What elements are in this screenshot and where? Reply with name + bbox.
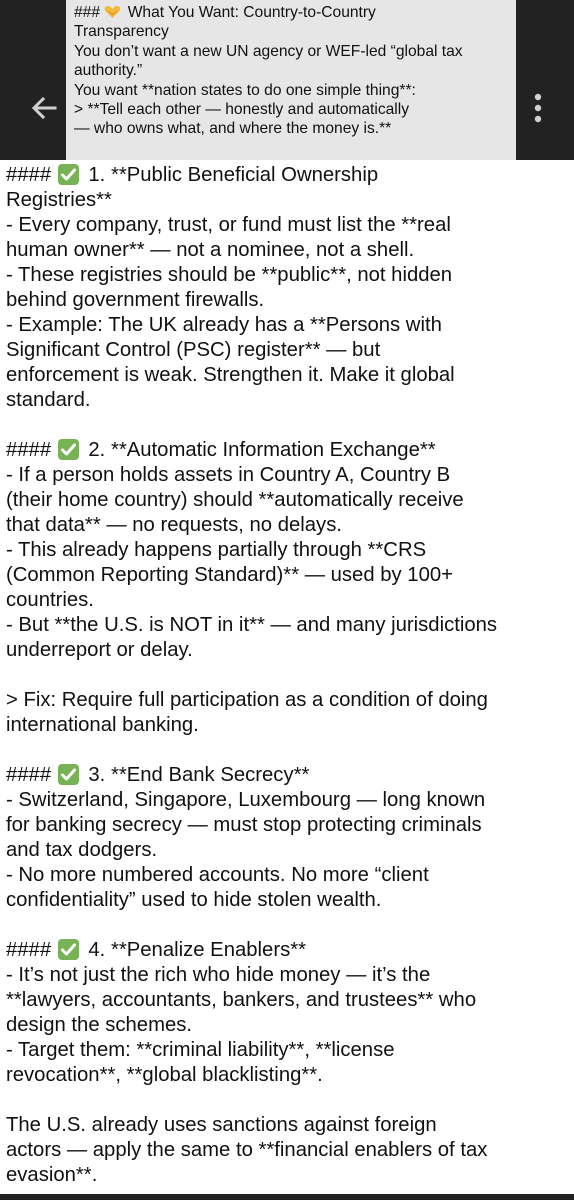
line-text: international banking. <box>6 714 199 736</box>
heading-prefix: #### <box>6 939 57 961</box>
text-line <box>6 213 564 238</box>
text-line <box>6 563 564 588</box>
text-line <box>6 463 564 488</box>
line-text: - Every company, trust, or fund must list the **real <box>6 214 451 236</box>
line-text: - Switzerland, Singapore, Luxembourg — long known <box>6 789 486 811</box>
blank-line <box>6 913 564 938</box>
back-arrow-icon <box>30 94 58 122</box>
preview-line <box>74 3 510 22</box>
text-line <box>6 1038 564 1063</box>
text-line <box>6 538 564 563</box>
message-preview <box>66 0 516 160</box>
line-text: - If a person holds assets in Country A, Country B <box>6 464 451 486</box>
heading-prefix: #### <box>6 164 57 186</box>
line-text: The U.S. already uses sanctions against foreign <box>6 1114 437 1136</box>
check-mark-icon <box>58 164 79 185</box>
line-text: - But **the U.S. is NOT in it** — and many jurisdictions <box>6 614 498 636</box>
handshake-heart-icon <box>104 5 121 19</box>
line-text: Significant Control (PSC) register** — but <box>6 339 381 361</box>
text-line <box>6 838 564 863</box>
line-text: for banking secrecy — must stop protecting criminals <box>6 814 482 836</box>
preview-line-text: — who owns what, and where the money is.** <box>74 120 392 138</box>
text-line <box>6 588 564 613</box>
heading-prefix: #### <box>6 764 57 786</box>
text-line <box>6 813 564 838</box>
line-text: 3. **End Bank Secrecy** <box>82 764 310 786</box>
bottom-bar <box>0 1194 574 1200</box>
preview-line-text: > **Tell each other — honestly and automatically <box>74 101 410 119</box>
preview-line <box>74 22 510 41</box>
text-line <box>6 613 564 638</box>
line-text: - These registries should be **public**, not hidden <box>6 264 453 286</box>
line-text: - Example: The UK already has a **Persons with <box>6 314 442 336</box>
line-text: **lawyers, accountants, bankers, and trustees** who <box>6 989 477 1011</box>
preview-line-text: What You Want: Country-to-Country <box>123 4 376 21</box>
text-line <box>6 513 564 538</box>
text-line <box>6 988 564 1013</box>
line-text: actors — apply the same to **financial enablers of tax <box>6 1139 488 1161</box>
line-text: - Target them: **criminal liability**, **license <box>6 1039 395 1061</box>
line-text: 4. **Penalize Enablers** <box>82 939 306 961</box>
line-text: and tax dodgers. <box>6 839 158 861</box>
preview-line <box>74 42 510 61</box>
blank-line <box>6 738 564 763</box>
line-text: that data** — no requests, no delays. <box>6 514 342 536</box>
text-line <box>6 488 564 513</box>
line-text: - This already happens partially through **CRS <box>6 539 427 561</box>
text-line <box>6 788 564 813</box>
section-heading <box>6 163 564 188</box>
check-mark-icon <box>58 439 79 460</box>
line-text: enforcement is weak. Strengthen it. Make it global <box>6 364 455 386</box>
message-body <box>0 160 574 1194</box>
blank-line <box>6 1088 564 1113</box>
line-text: standard. <box>6 389 91 411</box>
text-line <box>6 638 564 663</box>
preview-line <box>74 119 510 138</box>
line-text: human owner** — not a nominee, not a shell. <box>6 239 415 261</box>
preview-line <box>74 81 510 100</box>
blank-line <box>6 663 564 688</box>
line-text: Registries** <box>6 189 112 211</box>
section-heading <box>6 438 564 463</box>
line-text: (their home country) should **automatically receive <box>6 489 464 511</box>
section-heading <box>6 938 564 963</box>
back-button[interactable] <box>22 86 66 130</box>
text-line <box>6 288 564 313</box>
line-text: (Common Reporting Standard)** — used by 100+ <box>6 564 453 586</box>
text-line <box>6 263 564 288</box>
preview-line <box>74 100 510 119</box>
line-text: evasion**. <box>6 1164 98 1186</box>
check-mark-icon <box>58 764 79 785</box>
preview-line-text: You want **nation states to do one simple thing**: <box>74 81 416 99</box>
line-text: countries. <box>6 589 94 611</box>
preview-line-text: You don’t want a new UN agency or WEF-led “global tax <box>74 42 463 60</box>
preview-line <box>74 61 510 80</box>
line-text: confidentiality” used to hide stolen wealth. <box>6 889 382 911</box>
text-line <box>6 238 564 263</box>
text-line <box>6 188 564 213</box>
line-text: 1. **Public Beneficial Ownership <box>82 164 379 186</box>
text-line <box>6 688 564 713</box>
section-heading <box>6 763 564 788</box>
more-vertical-icon <box>533 93 543 123</box>
blank-line <box>6 413 564 438</box>
more-options-button[interactable] <box>520 86 556 130</box>
text-line <box>6 1063 564 1088</box>
text-line <box>6 363 564 388</box>
line-text: > Fix: Require full participation as a condition of doing <box>6 689 488 711</box>
text-line <box>6 713 564 738</box>
text-line <box>6 338 564 363</box>
text-line <box>6 1138 564 1163</box>
preview-line-text: authority.” <box>74 62 143 80</box>
text-line <box>6 863 564 888</box>
heading-prefix: #### <box>6 439 57 461</box>
preview-line-text: Transparency <box>74 23 169 41</box>
line-text: revocation**, **global blacklisting**. <box>6 1064 323 1086</box>
text-line <box>6 963 564 988</box>
line-text: design the schemes. <box>6 1014 193 1036</box>
text-line <box>6 1113 564 1138</box>
text-line <box>6 388 564 413</box>
text-line <box>6 313 564 338</box>
top-toolbar <box>0 0 574 160</box>
text-line <box>6 1013 564 1038</box>
text-line <box>6 888 564 913</box>
line-text: - It’s not just the rich who hide money — it’s the <box>6 964 431 986</box>
check-mark-icon <box>58 939 79 960</box>
line-text: - No more numbered accounts. No more “client <box>6 864 429 886</box>
line-text: 2. **Automatic Information Exchange** <box>82 439 436 461</box>
line-text: behind government firewalls. <box>6 289 265 311</box>
preview-heading-prefix: ### <box>74 4 105 21</box>
line-text: underreport or delay. <box>6 639 193 661</box>
text-line <box>6 1163 564 1188</box>
